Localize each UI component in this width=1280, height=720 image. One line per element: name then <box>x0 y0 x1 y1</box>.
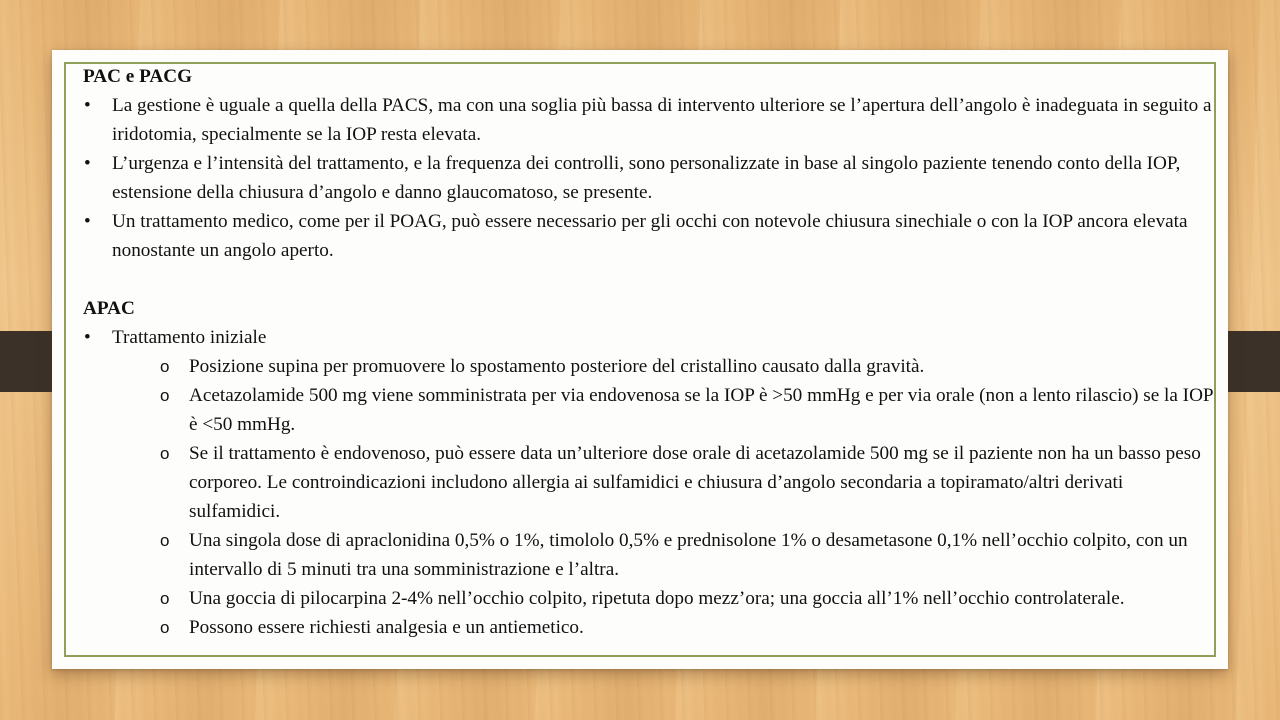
slide-content <box>83 62 1213 642</box>
sub-bullet-item <box>112 381 1213 439</box>
apac-bullet-list <box>83 323 1213 642</box>
sub-bullet-text: Una goccia di pilocarpina 2-4% nell’occhio colpito, ripetuta dopo mezz’ora; una goccia all’1% nell’occhio controlaterale. <box>189 588 1125 609</box>
sub-bullet-item <box>112 439 1213 526</box>
sub-bullet-marker: o <box>160 444 170 463</box>
section-heading-pac-pacg: PAC e PACG <box>83 66 193 87</box>
sub-bullet-list <box>112 352 1213 642</box>
bullet-item: • La gestione è uguale a quella della PACS, ma con una soglia più bassa di intervento ulteriore se l’apertura dell’angolo è inadeguata in seguito a iridotomia, specialmente se la IOP resta elevata. <box>83 91 1213 149</box>
pac-pacg-bullet-list <box>83 91 1213 265</box>
sub-bullet-text: Una singola dose di apraclonidina 0,5% o 1%, timololo 0,5% e prednisolone 1% o desametasone 0,1% nell’occhio colpito, con un intervallo di 5 minuti tra una somministrazione e l’altra. <box>189 530 1188 580</box>
sub-bullet-marker: o <box>160 618 170 637</box>
bullet-item <box>83 323 1213 642</box>
sub-bullet-marker: o <box>160 531 170 550</box>
sub-bullet-marker: o <box>160 357 170 376</box>
sub-bullet-text: Se il trattamento è endovenoso, può essere data un’ulteriore dose orale di acetazolamide 500 mg se il paziente non ha un basso peso corporeo. Le controindicazioni includono allergia ai sulfamidici e chiusura d’angolo secondaria a topiramato/altri derivati sulfamidici. <box>189 443 1201 522</box>
sub-bullet-marker: o <box>160 589 170 608</box>
sub-bullet-text: Acetazolamide 500 mg viene somministrata per via endovenosa se la IOP è >50 mmHg e per via orale (non a lento rilascio) se la IOP è <50 mmHg. <box>189 385 1213 435</box>
sub-bullet-marker: o <box>160 386 170 405</box>
sub-bullet-text: Possono essere richiesti analgesia e un antiemetico. <box>189 617 584 638</box>
section-spacer <box>83 265 1213 294</box>
sub-bullet-item <box>112 526 1213 584</box>
bullet-item: • L’urgenza e l’intensità del trattamento, e la frequenza dei controlli, sono personalizzate in base al singolo paziente tenendo conto della IOP, estensione della chiusura d’angolo e danno glaucomatoso, se presente. <box>83 149 1213 207</box>
sub-bullet-item <box>112 352 1213 381</box>
bullet-item: • Un trattamento medico, come per il POAG, può essere necessario per gli occhi con notevole chiusura sinechiale o con la IOP ancora elevata nonostante un angolo aperto. <box>83 207 1213 265</box>
slide-card <box>52 50 1228 669</box>
sub-bullet-text: Posizione supina per promuovere lo spostamento posteriore del cristallino causato dalla gravità. <box>189 356 925 377</box>
section-heading-apac: APAC <box>83 298 135 319</box>
bullet-text: Trattamento iniziale <box>112 327 267 348</box>
sub-bullet-item <box>112 584 1213 613</box>
sub-bullet-item <box>112 613 1213 642</box>
